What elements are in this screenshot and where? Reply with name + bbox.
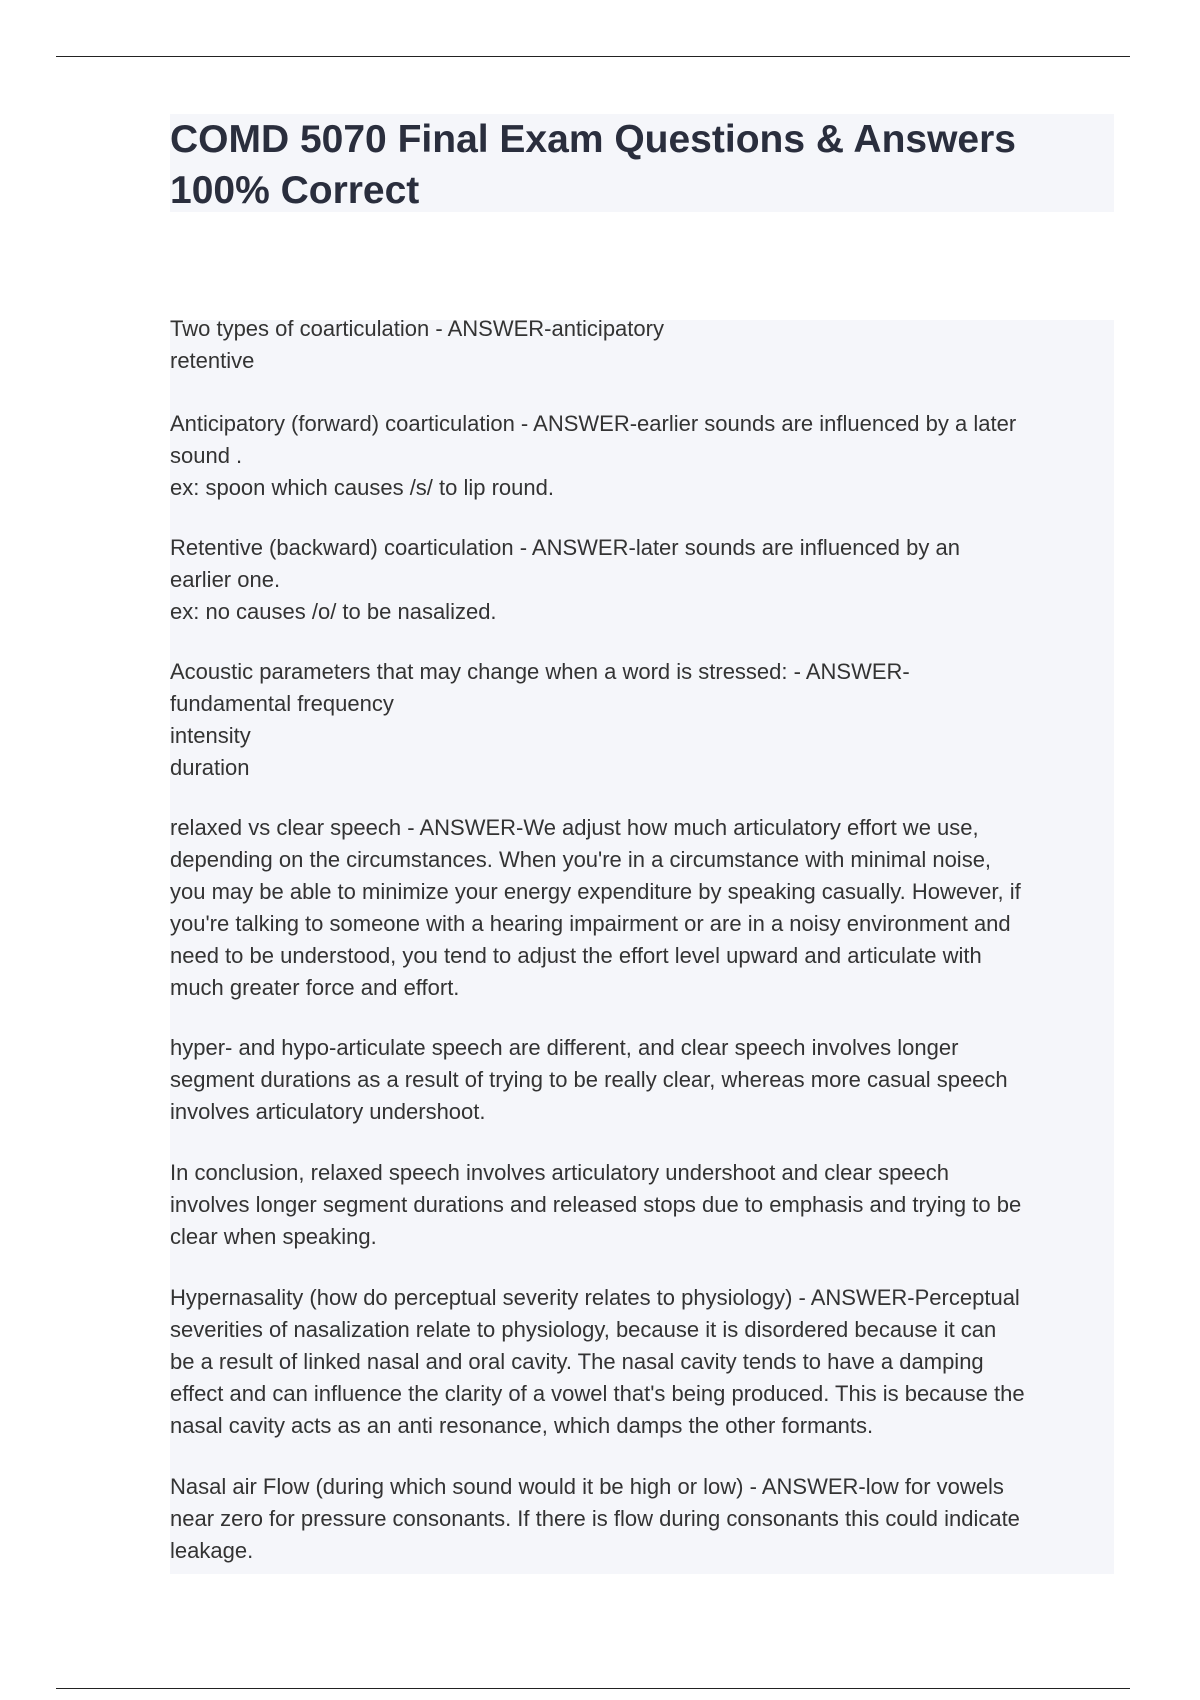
qa-content (170, 316, 1114, 1574)
top-rule (56, 56, 1130, 57)
paragraph-hyper-hypo: hyper- and hypo-articulate speech are different, and clear speech involves longer segment durations as a result of trying to be really clear, whereas more casual speech involves articulatory undershoot. (170, 1035, 1008, 1124)
qa-item-7: Nasal air Flow (during which sound would it be high or low) - ANSWER-low for vowels near zero for pressure consonants. If there is flow during consonants this could indicate leakage. (170, 1474, 1020, 1563)
qa-item-3: Retentive (backward) coarticulation - ANSWER-later sounds are influenced by an earlier one. ex: no causes /o/ to be nasalized. (170, 535, 960, 624)
title-line-1: COMD 5070 Final Exam Questions & Answers (170, 118, 1016, 161)
document-title (170, 114, 1114, 216)
paragraph-conclusion: In conclusion, relaxed speech involves articulatory undershoot and clear speech involves longer segment durations and released stops due to emphasis and trying to be clear when speaking. (170, 1160, 1022, 1249)
qa-item-5: relaxed vs clear speech - ANSWER-We adjust how much articulatory effort we use, depending on the circumstances. When you're in a circumstance with minimal noise, you may be able to minimize your energy expenditure by speaking casually. However, if you're talking to someone with a hearing impairment or are in a noisy environment and need to be understood, you tend to adjust the effort level upward and articulate with much greater force and effort. (170, 815, 1021, 1000)
bottom-rule (56, 1688, 1130, 1689)
qa-item-2: Anticipatory (forward) coarticulation - ANSWER-earlier sounds are influenced by a later sound . ex: spoon which causes /s/ to lip round. (170, 411, 1017, 500)
qa-item-1: Two types of coarticulation - ANSWER-anticipatory retentive (170, 316, 664, 373)
title-line-2: 100% Correct (170, 169, 420, 212)
title-block (170, 114, 1114, 212)
qa-item-6: Hypernasality (how do perceptual severity relates to physiology) - ANSWER-Perceptual severities of nasalization relate to physiology, because it is disordered because it can be a result of linked nasal and oral cavity. The nasal cavity tends to have a damping effect and can influence the clarity of a vowel that's being produced. This is because the nasal cavity acts as an anti resonance, which damps the other formants. (170, 1285, 1025, 1438)
qa-item-4: Acoustic parameters that may change when a word is stressed: - ANSWER- fundamental frequency intensity duration (170, 659, 910, 780)
